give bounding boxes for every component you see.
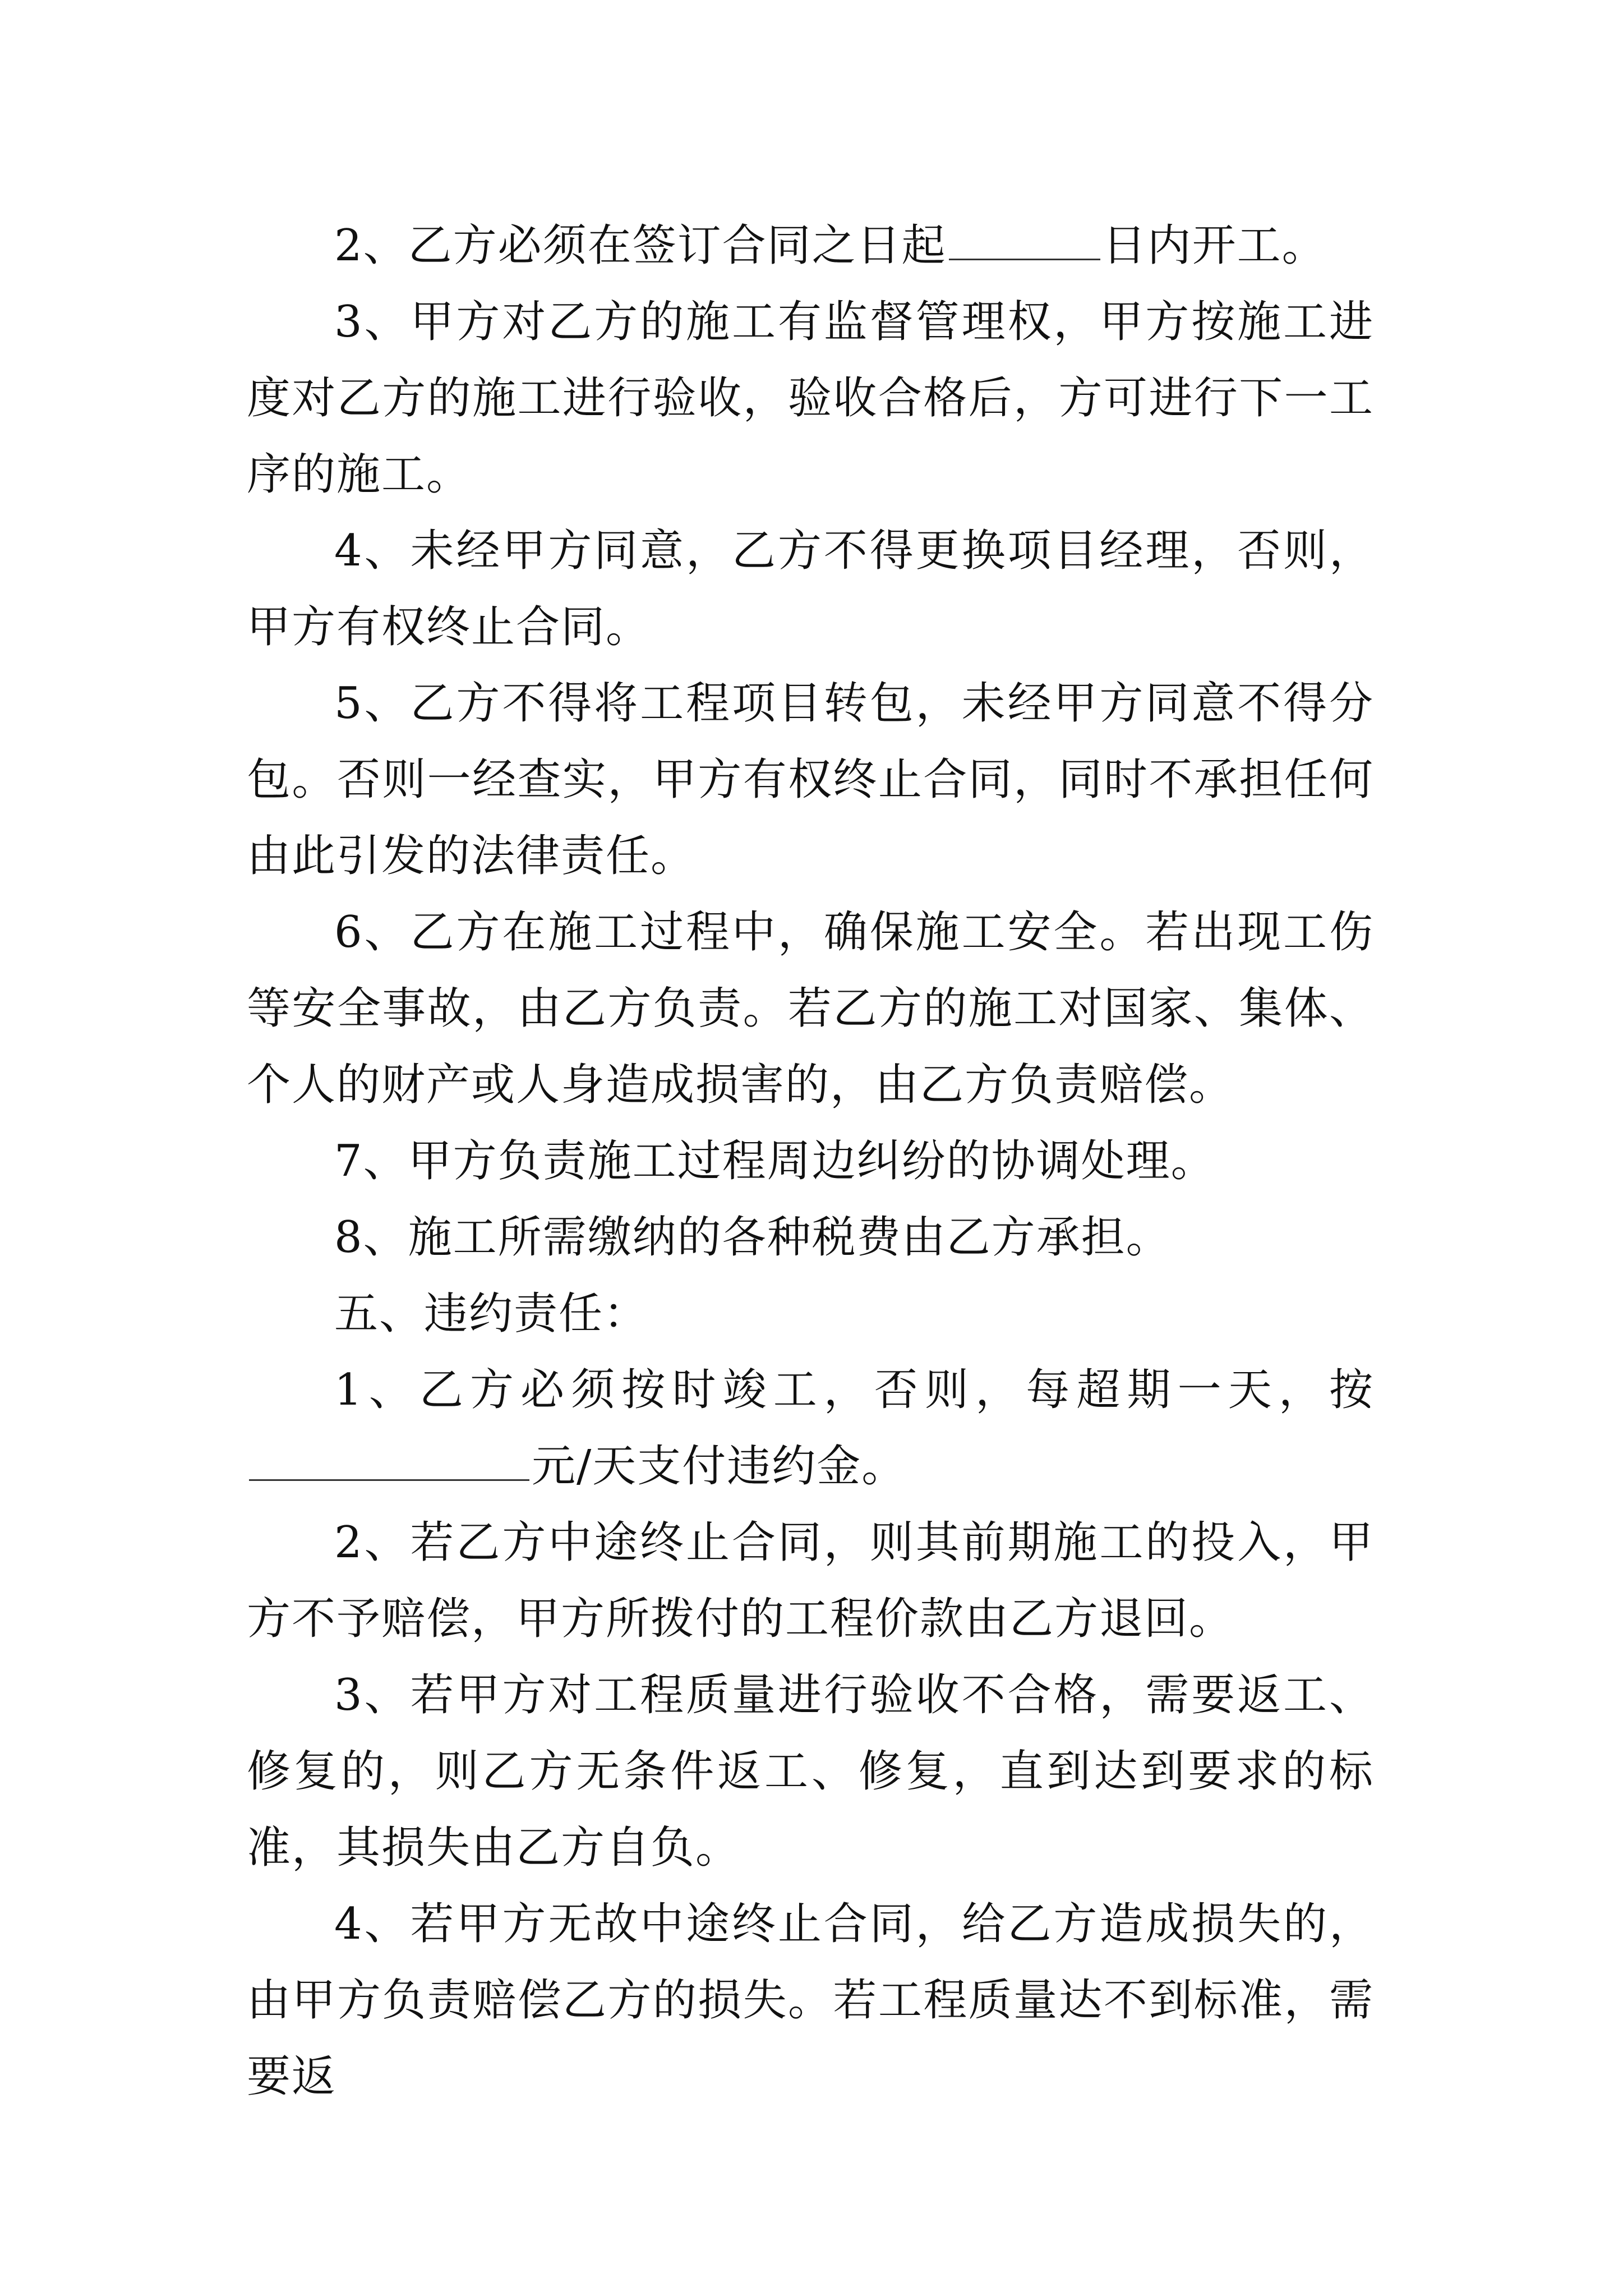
clause-quality-rework: 3、若甲方对工程质量进行验收不合格，需要返工、修复的，则乙方无条件返工、修复，直到达到要求的标准，其损失由乙方自负。 bbox=[247, 1670, 1374, 1873]
clause-text: 1、乙方必须按时竣工，否则，每超期一天，按 bbox=[334, 1365, 1374, 1415]
fill-in-blank bbox=[249, 1440, 529, 1481]
clause-text: 2、乙方必须在签订合同之日起 bbox=[334, 220, 947, 271]
clause-project-manager: 4、未经甲方同意，乙方不得更换项目经理，否则，甲方有权终止合同。 bbox=[247, 526, 1374, 652]
clause-safety: 6、乙方在施工过程中，确保施工安全。若出现工伤等安全事故，由乙方负责。若乙方的施工对国家、集体、个人的财产或人身造成损害的，由乙方负责赔偿。 bbox=[247, 907, 1374, 1110]
document-body bbox=[247, 208, 1374, 2115]
section-heading-liability: 五、违约责任： bbox=[334, 1289, 649, 1339]
clause-disputes: 7、甲方负责施工过程周边纠纷的协调处理。 bbox=[334, 1136, 1216, 1186]
clause-start-date bbox=[247, 208, 1374, 284]
clause-partyA-termination: 4、若甲方无故中途终止合同，给乙方造成损失的，由甲方负责赔偿乙方的损失。若工程质量达不到标准，需要返 bbox=[247, 1899, 1374, 2102]
clause-partyB-termination: 2、若乙方中途终止合同，则其前期施工的投入，甲方不予赔偿，甲方所拨付的工程价款由乙方退回。 bbox=[247, 1517, 1374, 1644]
clause-subcontract: 5、乙方不得将工程项目转包，未经甲方同意不得分包。否则一经查实，甲方有权终止合同，同时不承担任何由此引发的法律责任。 bbox=[247, 678, 1374, 881]
clause-taxes: 8、施工所需缴纳的各种税费由乙方承担。 bbox=[334, 1212, 1171, 1263]
fill-in-blank bbox=[949, 219, 1100, 260]
clause-overdue-penalty bbox=[247, 1352, 1374, 1504]
clause-text: 元/天支付违约金。 bbox=[532, 1441, 907, 1492]
clause-supervision: 3、甲方对乙方的施工有监督管理权，甲方按施工进度对乙方的施工进行验收，验收合格后，方可进行下一工序的施工。 bbox=[247, 297, 1374, 500]
clause-text: 日内开工。 bbox=[1102, 220, 1327, 271]
